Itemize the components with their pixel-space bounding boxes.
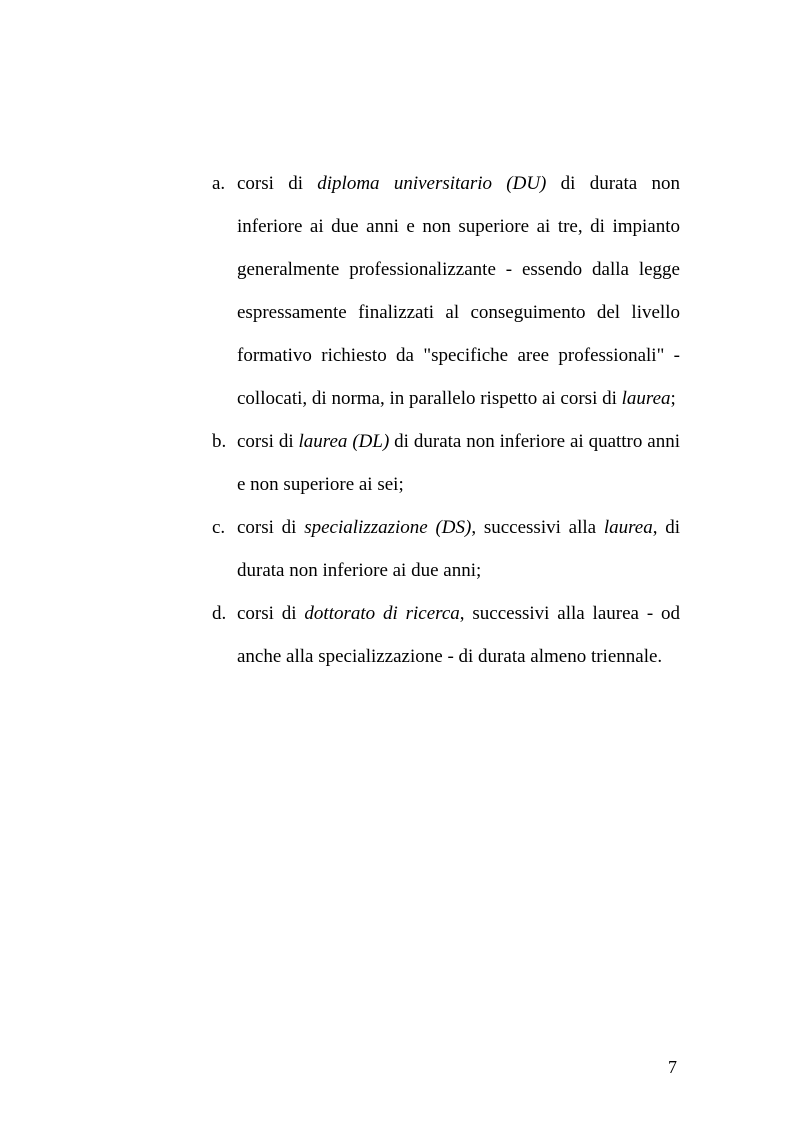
item-text: ; — [670, 388, 676, 409]
item-text: di durata non inferiore ai quattro anni e non superiore ai sei; — [237, 431, 681, 495]
list-marker: a. — [212, 173, 226, 194]
list-marker: b. — [212, 431, 227, 452]
item-emphasis: diploma universitario (DU) — [317, 173, 547, 194]
item-text: , successivi alla laurea - od anche alla specializzazione - di durata almeno triennale. — [237, 603, 680, 667]
item-text: corsi di — [237, 603, 305, 624]
degree-course-list — [212, 162, 680, 678]
item-emphasis: dottorato di ricerca — [304, 603, 460, 624]
list-marker: d. — [212, 603, 227, 624]
item-text: , di durata non inferiore ai due anni; — [237, 517, 680, 581]
item-text: corsi di — [237, 431, 299, 452]
item-text: di durata non inferiore ai due anni e non superiore ai tre, di impianto generalmente professionalizzante - essendo dalla legge espressamente finalizzati al conseguimento del livello formativo richiesto da "specifiche aree professionali" - collocati, di norma, in parallelo rispetto ai corsi di — [237, 173, 680, 409]
item-emphasis: laurea (DL) — [298, 431, 390, 452]
item-emphasis: specializzazione (DS) — [304, 517, 472, 538]
list-item-b — [212, 420, 680, 506]
list-marker: c. — [212, 517, 226, 538]
list-item-a — [212, 162, 680, 420]
item-emphasis: laurea — [621, 388, 671, 409]
item-text: corsi di — [237, 517, 305, 538]
list-item-c — [212, 506, 680, 592]
list-item-d — [212, 592, 680, 678]
item-text: , successivi alla — [471, 517, 604, 538]
item-emphasis: laurea — [603, 517, 653, 538]
item-text: corsi di — [237, 173, 318, 194]
page-number: 7 — [668, 1057, 677, 1077]
